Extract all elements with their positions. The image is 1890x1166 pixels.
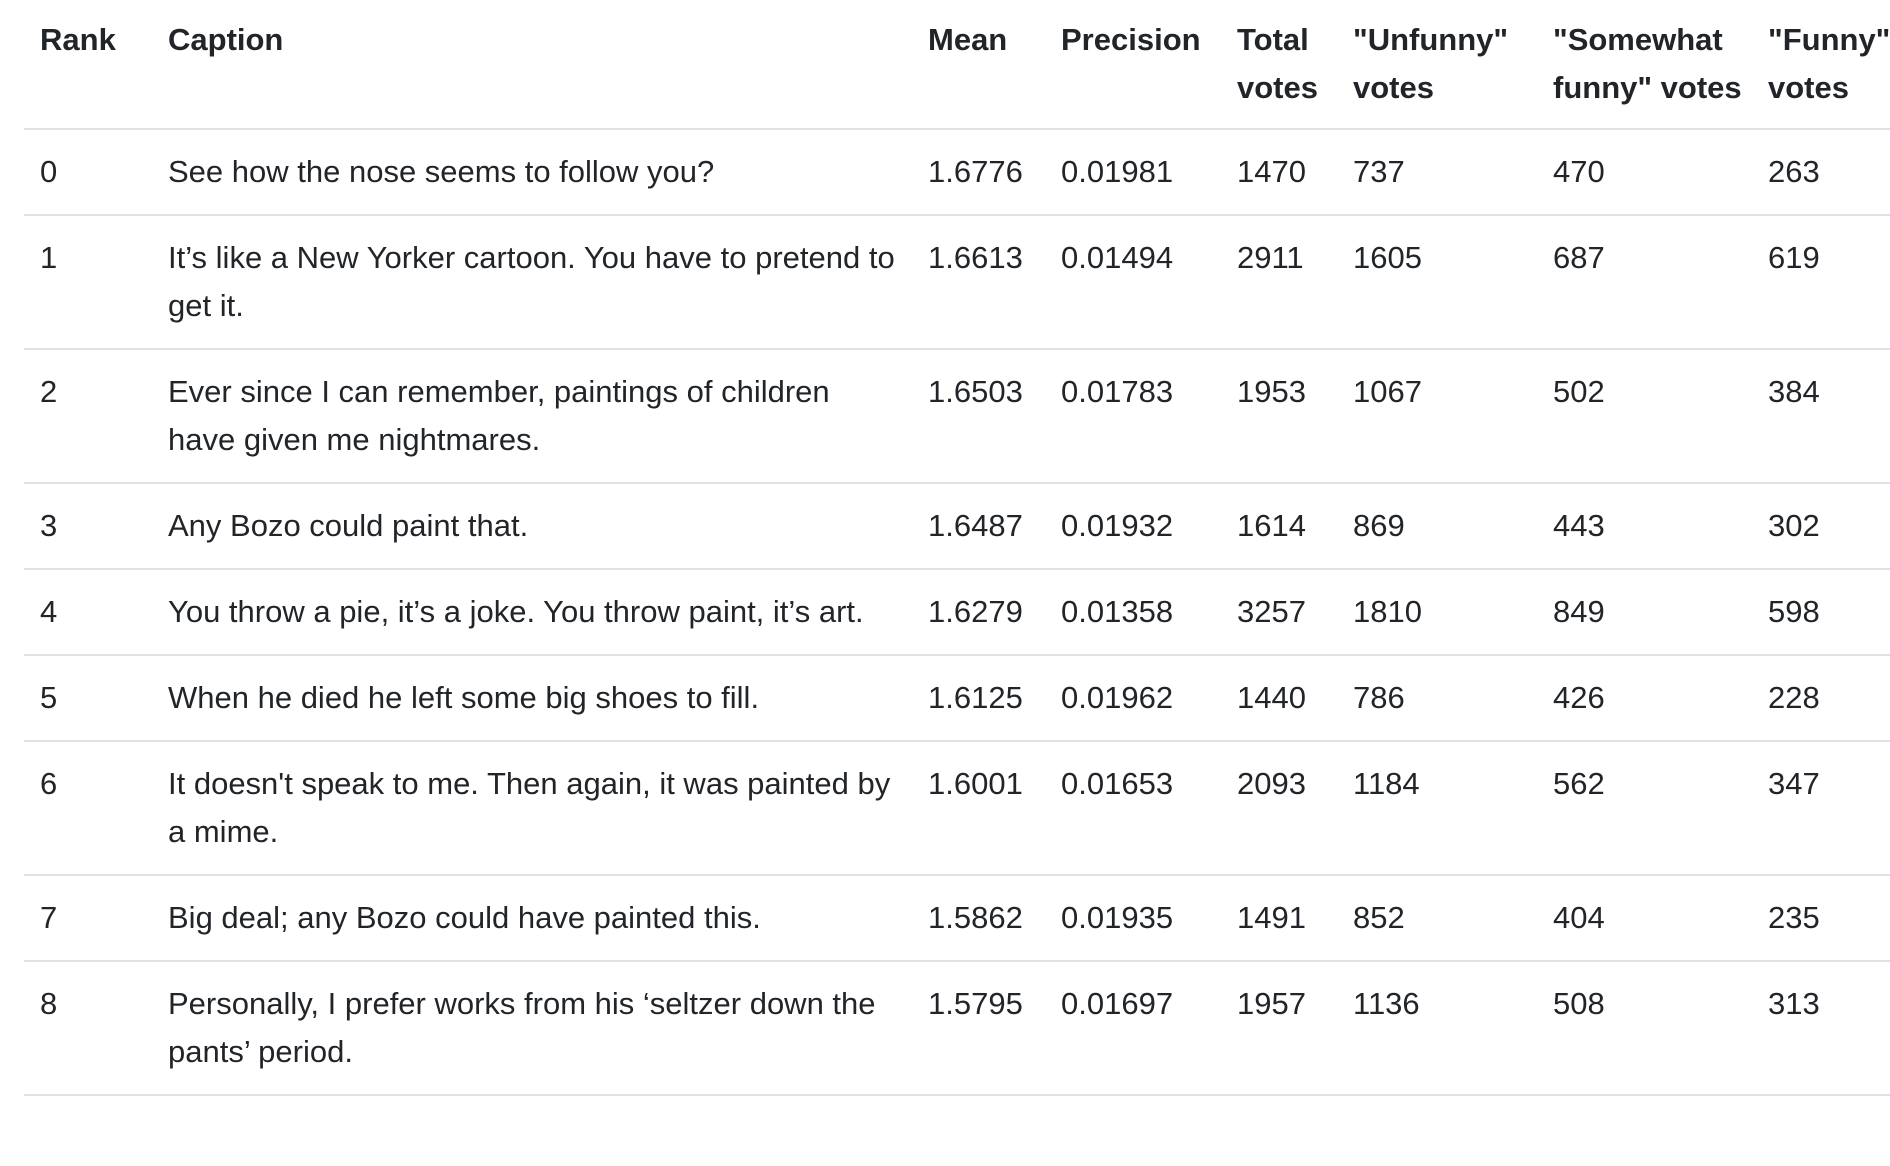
header-rank: Rank <box>24 0 152 129</box>
cell-mean: 1.5795 <box>912 961 1045 1095</box>
caption-ranking-table <box>24 0 1890 1096</box>
header-mean: Mean <box>912 0 1045 129</box>
table-row <box>24 741 1890 875</box>
cell-precision: 0.01962 <box>1045 655 1221 741</box>
cell-funny-votes: 313 <box>1752 961 1890 1095</box>
cell-precision: 0.01494 <box>1045 215 1221 349</box>
cell-unfunny-votes: 1136 <box>1337 961 1537 1095</box>
cell-somewhat-funny-votes: 426 <box>1537 655 1752 741</box>
cell-caption: When he died he left some big shoes to fill. <box>152 655 912 741</box>
table-row <box>24 875 1890 961</box>
cell-somewhat-funny-votes: 562 <box>1537 741 1752 875</box>
cell-caption: Big deal; any Bozo could have painted this. <box>152 875 912 961</box>
cell-unfunny-votes: 786 <box>1337 655 1537 741</box>
cell-somewhat-funny-votes: 508 <box>1537 961 1752 1095</box>
cell-funny-votes: 228 <box>1752 655 1890 741</box>
cell-precision: 0.01981 <box>1045 129 1221 215</box>
table-row <box>24 655 1890 741</box>
cell-precision: 0.01783 <box>1045 349 1221 483</box>
cell-rank: 4 <box>24 569 152 655</box>
cell-unfunny-votes: 1067 <box>1337 349 1537 483</box>
cell-caption: Any Bozo could paint that. <box>152 483 912 569</box>
cell-somewhat-funny-votes: 849 <box>1537 569 1752 655</box>
cell-unfunny-votes: 737 <box>1337 129 1537 215</box>
cell-total-votes: 1614 <box>1221 483 1337 569</box>
cell-mean: 1.6125 <box>912 655 1045 741</box>
cell-caption: Ever since I can remember, paintings of children have given me nightmares. <box>152 349 912 483</box>
cell-caption: Personally, I prefer works from his ‘seltzer down the pants’ period. <box>152 961 912 1095</box>
cell-somewhat-funny-votes: 687 <box>1537 215 1752 349</box>
cell-rank: 7 <box>24 875 152 961</box>
cell-rank: 5 <box>24 655 152 741</box>
cell-funny-votes: 619 <box>1752 215 1890 349</box>
cell-precision: 0.01697 <box>1045 961 1221 1095</box>
header-total-votes: Total votes <box>1221 0 1337 129</box>
results-table-container <box>24 0 1890 1096</box>
cell-somewhat-funny-votes: 502 <box>1537 349 1752 483</box>
cell-mean: 1.6613 <box>912 215 1045 349</box>
cell-total-votes: 1470 <box>1221 129 1337 215</box>
cell-precision: 0.01932 <box>1045 483 1221 569</box>
cell-funny-votes: 235 <box>1752 875 1890 961</box>
cell-somewhat-funny-votes: 470 <box>1537 129 1752 215</box>
cell-mean: 1.6279 <box>912 569 1045 655</box>
cell-precision: 0.01935 <box>1045 875 1221 961</box>
cell-caption: It doesn't speak to me. Then again, it was painted by a mime. <box>152 741 912 875</box>
cell-caption: You throw a pie, it’s a joke. You throw paint, it’s art. <box>152 569 912 655</box>
cell-somewhat-funny-votes: 443 <box>1537 483 1752 569</box>
cell-unfunny-votes: 869 <box>1337 483 1537 569</box>
table-row <box>24 961 1890 1095</box>
cell-rank: 0 <box>24 129 152 215</box>
header-funny-votes: "Funny" votes <box>1752 0 1890 129</box>
table-row <box>24 215 1890 349</box>
table-row <box>24 483 1890 569</box>
cell-funny-votes: 302 <box>1752 483 1890 569</box>
cell-rank: 2 <box>24 349 152 483</box>
cell-rank: 3 <box>24 483 152 569</box>
cell-total-votes: 2093 <box>1221 741 1337 875</box>
header-somewhat-funny-votes: "Somewhat funny" votes <box>1537 0 1752 129</box>
table-row <box>24 349 1890 483</box>
cell-unfunny-votes: 852 <box>1337 875 1537 961</box>
cell-mean: 1.5862 <box>912 875 1045 961</box>
cell-total-votes: 2911 <box>1221 215 1337 349</box>
cell-rank: 8 <box>24 961 152 1095</box>
cell-caption: It’s like a New Yorker cartoon. You have to pretend to get it. <box>152 215 912 349</box>
header-row <box>24 0 1890 129</box>
cell-unfunny-votes: 1810 <box>1337 569 1537 655</box>
cell-precision: 0.01653 <box>1045 741 1221 875</box>
cell-mean: 1.6487 <box>912 483 1045 569</box>
table-row <box>24 129 1890 215</box>
cell-mean: 1.6001 <box>912 741 1045 875</box>
cell-total-votes: 1491 <box>1221 875 1337 961</box>
header-caption: Caption <box>152 0 912 129</box>
cell-funny-votes: 598 <box>1752 569 1890 655</box>
cell-funny-votes: 347 <box>1752 741 1890 875</box>
table-body <box>24 129 1890 1095</box>
header-precision: Precision <box>1045 0 1221 129</box>
cell-unfunny-votes: 1184 <box>1337 741 1537 875</box>
cell-total-votes: 3257 <box>1221 569 1337 655</box>
cell-unfunny-votes: 1605 <box>1337 215 1537 349</box>
table-header <box>24 0 1890 129</box>
header-unfunny-votes: "Unfunny" votes <box>1337 0 1537 129</box>
cell-rank: 1 <box>24 215 152 349</box>
cell-total-votes: 1957 <box>1221 961 1337 1095</box>
cell-rank: 6 <box>24 741 152 875</box>
cell-total-votes: 1440 <box>1221 655 1337 741</box>
cell-total-votes: 1953 <box>1221 349 1337 483</box>
cell-precision: 0.01358 <box>1045 569 1221 655</box>
cell-mean: 1.6503 <box>912 349 1045 483</box>
cell-somewhat-funny-votes: 404 <box>1537 875 1752 961</box>
table-row <box>24 569 1890 655</box>
cell-caption: See how the nose seems to follow you? <box>152 129 912 215</box>
cell-funny-votes: 384 <box>1752 349 1890 483</box>
cell-funny-votes: 263 <box>1752 129 1890 215</box>
cell-mean: 1.6776 <box>912 129 1045 215</box>
